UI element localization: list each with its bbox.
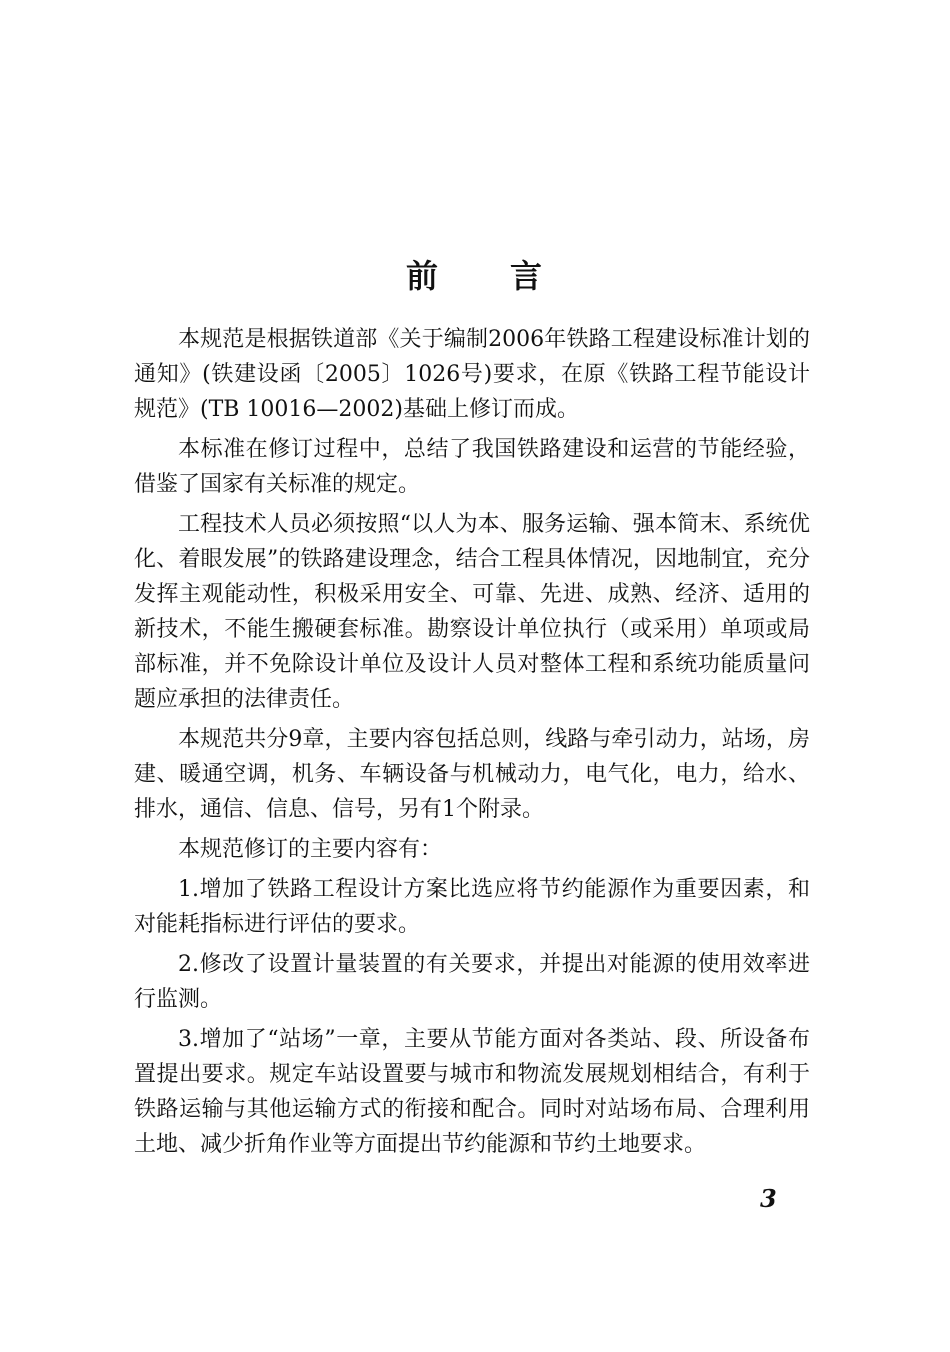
page-number: 3 (760, 1184, 777, 1213)
page-title (0, 252, 950, 300)
paragraph-6: 1.增加了铁路工程设计方案比选应将节约能源作为重要因素，和对能耗指标进行评估的要求。 (134, 877, 810, 937)
paragraph-1: 本规范是根据铁道部《关于编制2006年铁路工程建设标准计划的通知》(铁建设函〔2005〕1026号)要求，在原《铁路工程节能设计规范》(TB 10016—2002)基础上修订而成。 (134, 327, 810, 422)
paragraph-5: 本规范修订的主要内容有： (178, 837, 443, 862)
paragraph-8: 3.增加了“站场”一章，主要从节能方面对各类站、段、所设备布置提出要求。规定车站设置要与城市和物流发展规划相结合，有利于铁路运输与其他运输方式的衔接和配合。同时对站场布局、合理利用土地、减少折角作业等方面提出节约能源和节约土地要求。 (134, 1027, 810, 1157)
paragraph-2: 本标准在修订过程中，总结了我国铁路建设和运营的节能经验，借鉴了国家有关标准的规定。 (134, 437, 810, 497)
title-char-1: 前 (405, 257, 440, 295)
paragraph-3: 工程技术人员必须按照“以人为本、服务运输、强本简末、系统优化、着眼发展”的铁路建设理念，结合工程具体情况，因地制宜，充分发挥主观能动性，积极采用安全、可靠、先进、成熟、经济、适用的新技术，不能生搬硬套标准。勘察设计单位执行（或采用）单项或局部标准，并不免除设计单位及设计人员对整体工程和系统功能质量问题应承担的法律责任。 (134, 512, 810, 712)
paragraph-7: 2.修改了设置计量装置的有关要求，并提出对能源的使用效率进行监测。 (134, 952, 810, 1012)
body-text (134, 322, 810, 1167)
title-char-2: 言 (510, 257, 545, 295)
paragraph-4: 本规范共分9章，主要内容包括总则，线路与牵引动力，站场，房建、暖通空调，机务、车辆设备与机械动力，电气化，电力，给水、排水，通信、信息、信号，另有1个附录。 (134, 727, 810, 822)
